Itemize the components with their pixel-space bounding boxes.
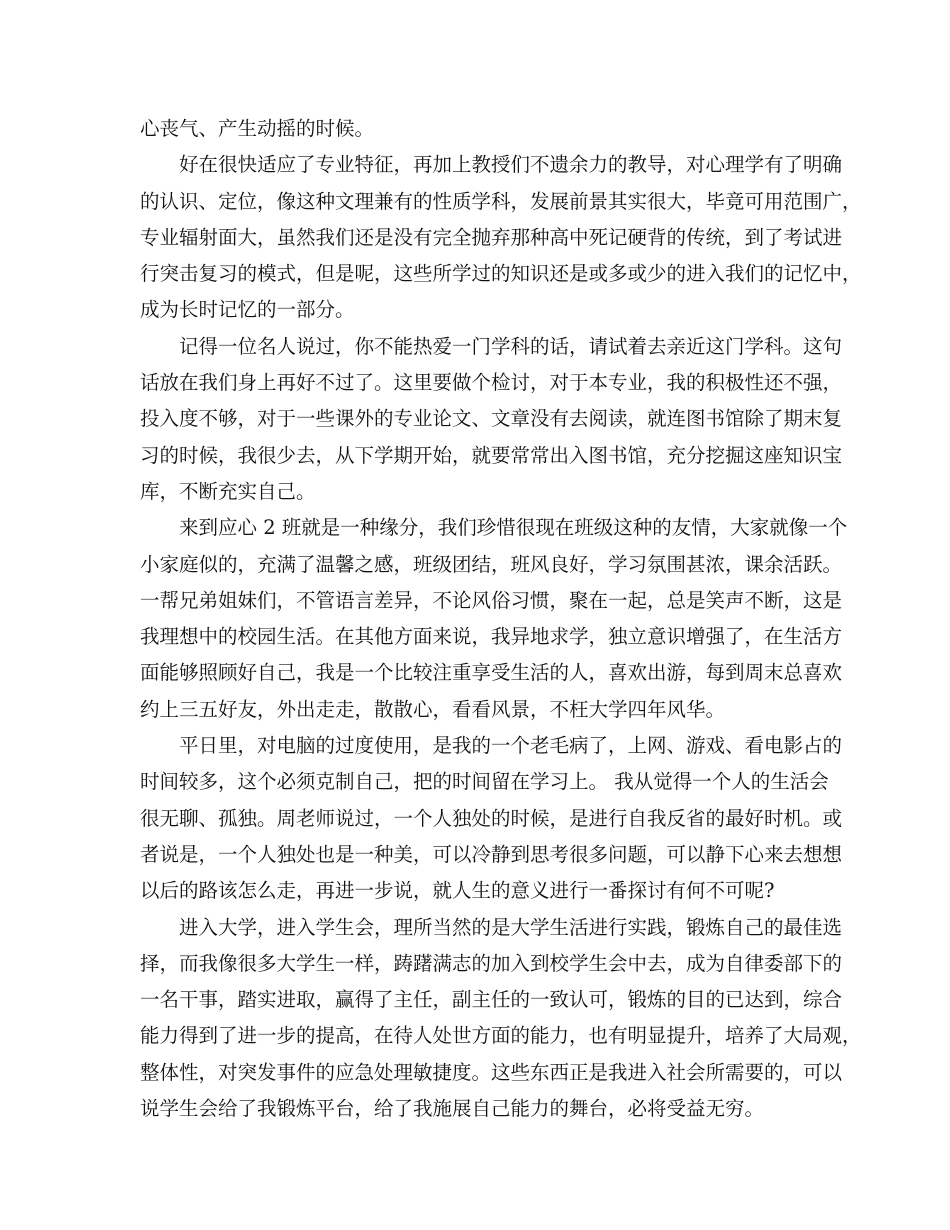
text-line: 平日里，对电脑的过度使用，是我的一个老毛病了，上网、游戏、看电影占的 [140,734,843,758]
document-body [140,111,862,1127]
text-line: 成为长时记忆的一部分。 [140,298,355,322]
text-line: 能力得到了进一步的提高，在待人处世方面的能力，也有明显提升，培养了大局观， [140,1024,862,1048]
text-line: 整体性，对突发事件的应急处理敏捷度。这些东西正是我进入社会所需要的，可以 [140,1060,843,1084]
text-line: 择，而我像很多大学生一样，踌躇满志的加入到校学生会中去，成为自律委部下的 [140,951,843,975]
text-line: 进入大学，进入学生会，理所当然的是大学生活进行实践，锻炼自己的最佳选 [140,915,843,939]
text-line: 专业辐射面大，虽然我们还是没有完全抛弃那种高中死记硬背的传统，到了考试进 [140,225,843,249]
text-line: 习的时候，我很少去，从下学期开始，就要常常出入图书馆，充分挖掘这座知识宝 [140,443,843,467]
text-line: 面能够照顾好自己，我是一个比较注重享受生活的人，喜欢出游，每到周末总喜欢 [140,661,843,685]
text-line: 话放在我们身上再好不过了。这里要做个检讨，对于本专业，我的积极性还不强， [140,371,843,395]
text-line: 以后的路该怎么走，再进一步说，就人生的意义进行一番探讨有何不可呢? [140,879,775,903]
text-line: 很无聊、孤独。周老师说过，一个人独处的时候，是进行自我反省的最好时机。或 [140,806,843,830]
text-line: 记得一位名人说过，你不能热爱一门学科的话，请试着去亲近这门学科。这句 [140,334,843,358]
text-line: 心丧气、产生动摇的时候。 [140,117,375,140]
text-line: 投入度不够，对于一些课外的专业论文、文章没有去阅读，就连图书馆除了期末复 [140,407,843,431]
text-line: 说学生会给了我锻炼平台，给了我施展自己能力的舞台，必将受益无穷。 [140,1097,765,1121]
text-line: 一名干事，踏实进取，赢得了主任，副主任的一致认可，锻炼的目的已达到，综合 [140,988,843,1012]
text-line: 好在很快适应了专业特征，再加上教授们不遗余力的教导，对心理学有了明确 [140,153,843,177]
text-line: 的认识、定位，像这种文理兼有的性质学科，发展前景其实很大，毕竟可用范围广， [140,189,862,213]
text-line: 小家庭似的，充满了温馨之感，班级团结，班风良好，学习氛围甚浓，课余活跃。 [140,552,843,576]
text-line: 库，不断充实自己。 [140,479,316,503]
text-line: 时间较多，这个必须克制自己，把的时间留在学习上。 我从觉得一个人的生活会 [140,770,829,794]
text-line: 来到应心 2 班就是一种缘分，我们珍惜很现在班级这种的友情，大家就像一个 [140,516,848,540]
text-line: 者说是，一个人独处也是一种美，可以冷静到思考很多问题，可以静下心来去想想 [140,842,843,866]
text-line: 一帮兄弟姐妹们，不管语言差异，不论风俗习惯，聚在一起，总是笑声不断，这是 [140,588,843,612]
text-line: 行突击复习的模式，但是呢，这些所学过的知识还是或多或少的进入我们的记忆中， [140,262,862,286]
text-line: 约上三五好友，外出走走，散散心，看看风景，不枉大学四年风华。 [140,697,726,721]
text-line: 我理想中的校园生活。在其他方面来说，我异地求学，独立意识增强了，在生活方 [140,625,843,649]
